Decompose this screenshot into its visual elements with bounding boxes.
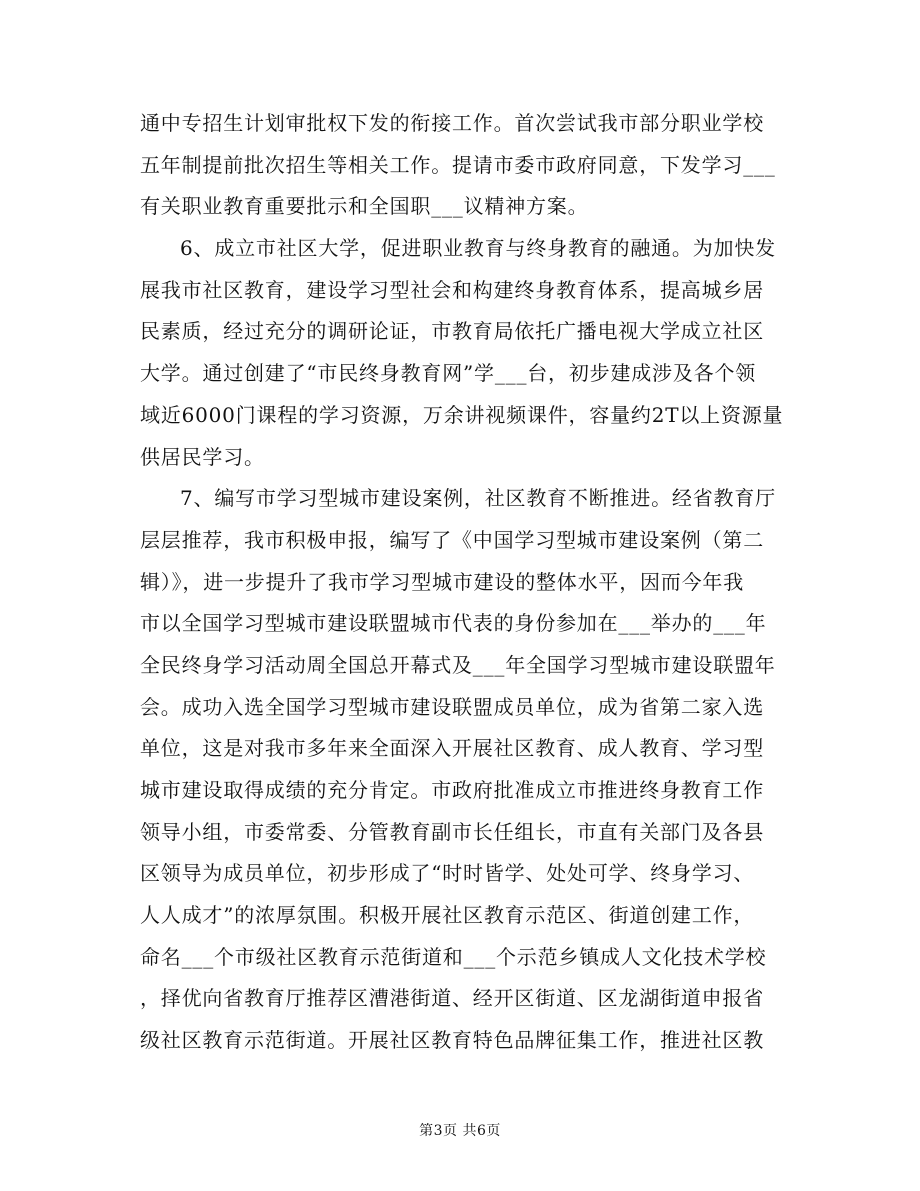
document-body <box>140 103 784 1062</box>
paragraph-7-line-13: ，择优向省教育厅推荐区漕港街道、经开区街道、区龙湖街道申报省 <box>140 986 764 1011</box>
paragraph-6-line-6: 供居民学习。 <box>140 444 265 469</box>
paragraph-7-line-11: 人人成才”的浓厚氛围。积极开展社区教育示范区、街道创建工作， <box>140 903 755 928</box>
paragraph-6-line-4: 大学。通过创建了“市民终身教育网”学___台，初步建成涉及各个领 <box>140 361 757 386</box>
paragraph-6-line-2: 展我市社区教育，建设学习型社会和构建终身教育体系，提高城乡居 <box>140 277 764 302</box>
text-line-1: 通中专招生计划审批权下发的衔接工作。首次尝试我市部分职业学校 <box>140 111 764 135</box>
paragraph-7-line-5: 全民终身学习活动周全国总开幕式及___年全国学习型城市建设联盟年 <box>140 652 776 677</box>
paragraph-7-line-12: 命名___个市级社区教育示范街道和___个示范乡镇成人文化技术学校 <box>140 944 767 969</box>
paragraph-7-line-4: 市以全国学习型城市建设联盟城市代表的身份参加在___举办的___年 <box>140 611 767 636</box>
paragraph-7-line-10: 区领导为成员单位，初步形成了“时时皆学、处处可学、终身学习、 <box>140 861 755 886</box>
paragraph-6-line-5: 域近6000门课程的学习资源，万余讲视频课件，容量约2T以上资源量 <box>140 402 784 427</box>
paragraph-6-line-3: 民素质，经过充分的调研论证，市教育局依托广播电视大学成立社区 <box>140 319 764 344</box>
text-line-3: 有关职业教育重要批示和全国职___议精神方案。 <box>140 194 589 219</box>
text-line-2: 五年制提前批次招生等相关工作。提请市委市政府同意，下发学习___ <box>140 152 776 177</box>
paragraph-7-line-7: 单位，这是对我市多年来全面深入开展社区教育、成人教育、学习型 <box>140 736 764 761</box>
paragraph-7-line-14: 级社区教育示范街道。开展社区教育特色品牌征集工作，推进社区教 <box>140 1028 764 1053</box>
page-number: 第3页 共6页 <box>419 1123 501 1139</box>
paragraph-7-line-8: 城市建设取得成绩的充分肯定。市政府批准成立市推进终身教育工作 <box>140 778 764 802</box>
paragraph-6-line-1: 6、成立市社区大学，促进职业教育与终身教育的融通。为加快发 <box>180 236 776 261</box>
paragraph-7-line-1: 7、编写市学习型城市建设案例，社区教育不断推进。经省教育厅 <box>180 486 776 511</box>
paragraph-7-line-6: 会。成功入选全国学习型城市建设联盟成员单位，成为省第二家入选 <box>140 694 764 719</box>
paragraph-7-line-9: 领导小组，市委常委、分管教育副市长任组长，市直有关部门及各县 <box>140 819 764 844</box>
paragraph-7-line-2: 层层推荐，我市积极申报，编写了《中国学习型城市建设案例（第二 <box>140 527 764 552</box>
paragraph-7-line-3: 辑）》，进一步提升了我市学习型城市建设的整体水平，因而今年我 <box>140 569 744 594</box>
